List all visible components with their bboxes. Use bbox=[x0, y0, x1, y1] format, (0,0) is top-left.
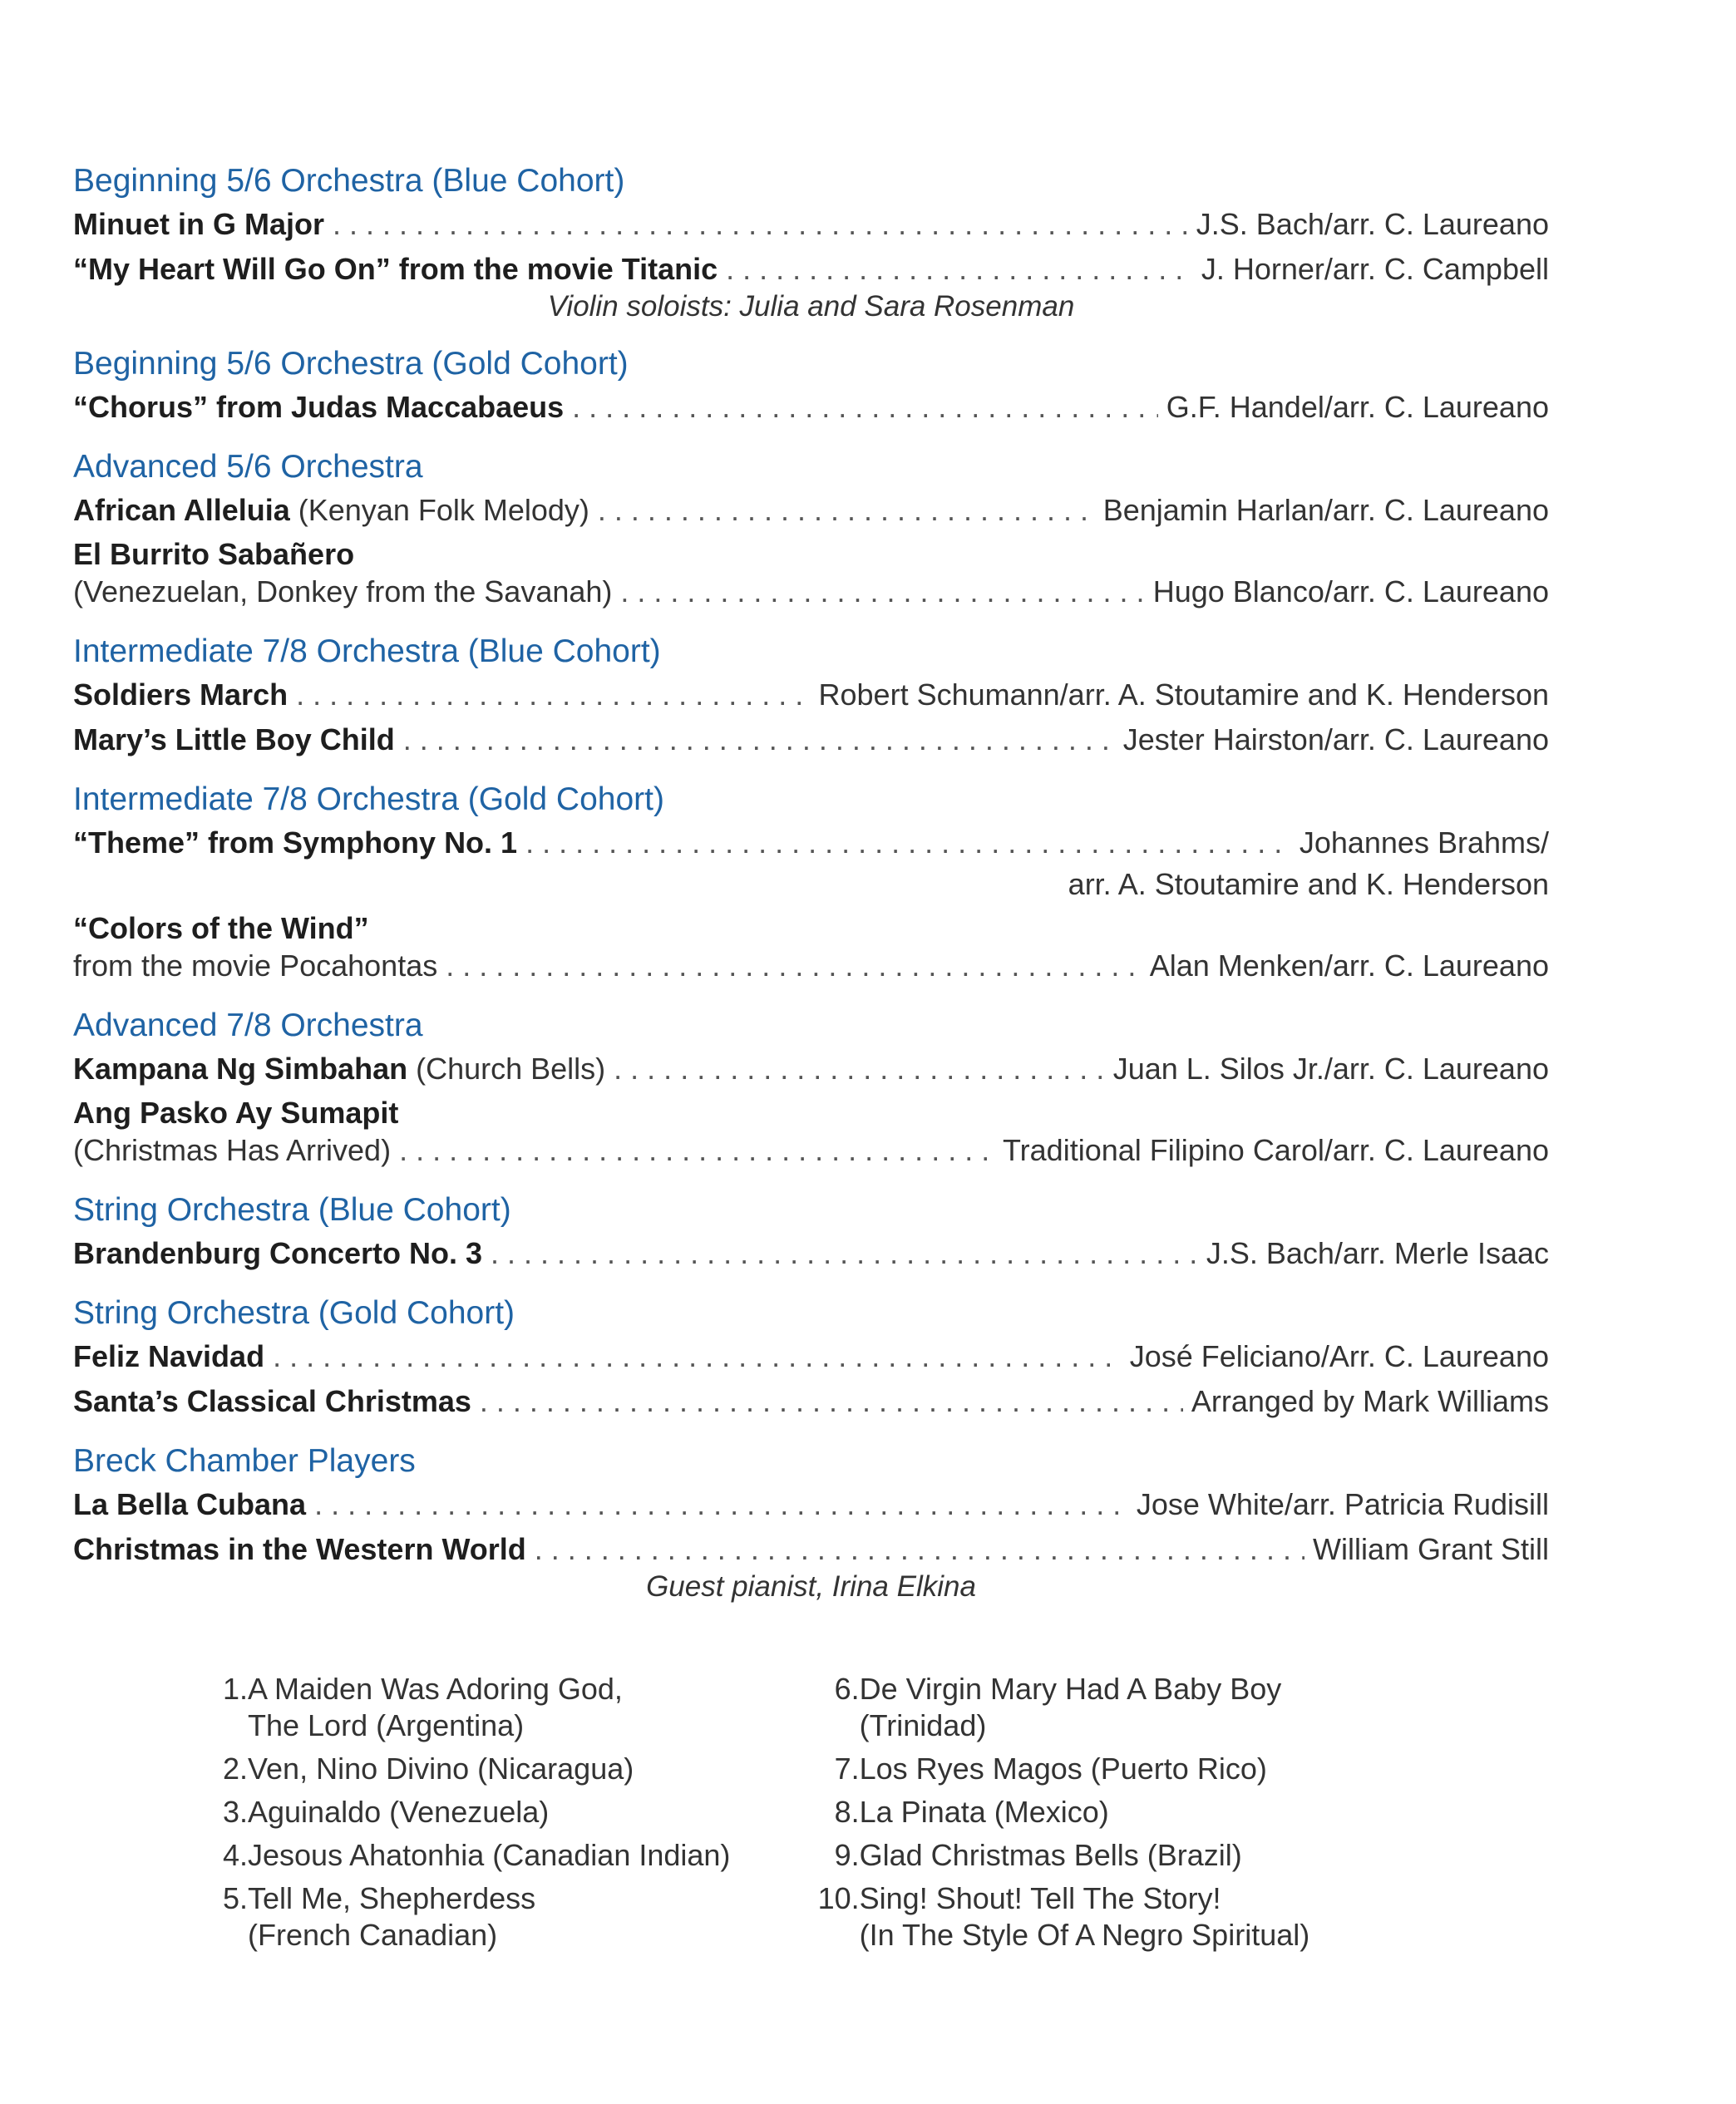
section-string-gold bbox=[73, 1294, 1549, 1421]
piece-row bbox=[73, 824, 1549, 862]
piece-row bbox=[73, 1234, 1549, 1273]
piece-title: Christmas in the Western World bbox=[73, 1532, 526, 1566]
list-item bbox=[223, 1880, 818, 1954]
list-item bbox=[818, 1794, 1387, 1831]
piece-composer: Johannes Brahms/ bbox=[1299, 825, 1549, 860]
section-heading: Intermediate 7/8 Orchestra (Blue Cohort) bbox=[73, 633, 661, 669]
item-text: A Maiden Was Adoring God, bbox=[248, 1672, 623, 1706]
list-item bbox=[818, 1837, 1387, 1874]
guest-note: Guest pianist, Irina Elkina bbox=[646, 1570, 976, 1603]
piece-title: Feliz Navidad bbox=[73, 1339, 265, 1373]
section-heading: Beginning 5/6 Orchestra (Gold Cohort) bbox=[73, 346, 629, 382]
section-heading: Breck Chamber Players bbox=[73, 1443, 416, 1479]
dot-leader bbox=[273, 1338, 1122, 1376]
dot-leader bbox=[525, 824, 1291, 862]
piece-row bbox=[73, 1131, 1549, 1170]
section-advanced-78 bbox=[73, 1007, 1549, 1170]
dot-leader bbox=[296, 676, 810, 714]
piece-composer: Hugo Blanco/arr. C. Laureano bbox=[1152, 574, 1549, 609]
piece-title: Ang Pasko Ay Sumapit bbox=[73, 1096, 399, 1130]
piece-composer: Arranged by Mark Williams bbox=[1191, 1384, 1549, 1418]
item-text: Aguinaldo (Venezuela) bbox=[248, 1795, 550, 1829]
dot-leader bbox=[491, 1234, 1198, 1273]
dot-leader bbox=[598, 491, 1095, 530]
item-text-cont: The Lord (Argentina) bbox=[248, 1708, 525, 1742]
dot-leader bbox=[314, 1486, 1128, 1524]
piece-title: Soldiers March bbox=[73, 678, 289, 712]
piece-composer: Benjamin Harlan/arr. C. Laureano bbox=[1102, 493, 1549, 527]
dot-leader bbox=[572, 388, 1158, 426]
piece-row bbox=[73, 1050, 1549, 1088]
piece-subtitle: (Christmas Has Arrived) bbox=[73, 1133, 392, 1167]
list-item bbox=[818, 1671, 1387, 1744]
piece-composer: G.F. Handel/arr. C. Laureano bbox=[1166, 390, 1549, 424]
section-heading: String Orchestra (Gold Cohort) bbox=[73, 1295, 515, 1331]
item-text: Tell Me, Shepherdess bbox=[248, 1881, 536, 1915]
piece-composer: Alan Menken/arr. C. Laureano bbox=[1149, 949, 1549, 983]
section-breck-chamber bbox=[73, 1442, 1549, 1604]
item-number: 4. bbox=[223, 1838, 249, 1872]
piece-composer: J.S. Bach/arr. Merle Isaac bbox=[1206, 1236, 1549, 1270]
list-item bbox=[818, 1751, 1387, 1787]
piece-row bbox=[73, 1382, 1549, 1421]
piece-row bbox=[73, 205, 1549, 244]
item-text: Jesous Ahatonhia (Canadian Indian) bbox=[248, 1838, 731, 1872]
dot-leader bbox=[726, 250, 1193, 288]
piece-row bbox=[73, 491, 1549, 530]
piece-title: Kampana Ng Simbahan bbox=[73, 1052, 408, 1086]
piece-composer: José Feliciano/Arr. C. Laureano bbox=[1129, 1339, 1549, 1373]
item-number: 2. bbox=[223, 1752, 249, 1786]
piece-title: Brandenburg Concerto No. 3 bbox=[73, 1236, 483, 1270]
piece-title: La Bella Cubana bbox=[73, 1487, 307, 1521]
item-number: 3. bbox=[223, 1795, 249, 1829]
piece-title: “Chorus” from Judas Maccabaeus bbox=[73, 390, 565, 424]
piece-composer-continued: arr. A. Stoutamire and K. Henderson bbox=[1068, 867, 1549, 901]
section-intermediate-78-gold bbox=[73, 781, 1549, 985]
piece-row bbox=[73, 721, 1549, 759]
medley-column-right bbox=[818, 1671, 1387, 1960]
piece-row bbox=[73, 947, 1549, 985]
item-text-cont: (Trinidad) bbox=[859, 1708, 987, 1742]
section-string-blue bbox=[73, 1191, 1549, 1273]
list-item bbox=[223, 1671, 818, 1744]
piece-composer: Robert Schumann/arr. A. Stoutamire and K. Henderson bbox=[818, 678, 1549, 712]
piece-composer: J. Horner/arr. C. Campbell bbox=[1201, 252, 1549, 286]
piece-subtitle: (Venezuelan, Donkey from the Savanah) bbox=[73, 574, 613, 609]
dot-leader bbox=[535, 1530, 1304, 1569]
dot-leader bbox=[480, 1382, 1183, 1421]
item-number: 7. bbox=[834, 1752, 860, 1786]
medley-column-left bbox=[223, 1671, 818, 1960]
piece-row bbox=[73, 388, 1549, 426]
item-number: 8. bbox=[834, 1795, 860, 1829]
piece-title: African Alleluia bbox=[73, 493, 290, 527]
piece-subtitle: (Kenyan Folk Melody) bbox=[298, 493, 589, 527]
piece-row bbox=[73, 676, 1549, 714]
piece-row bbox=[73, 1530, 1549, 1569]
section-intermediate-78-blue bbox=[73, 633, 1549, 759]
piece-title: “Colors of the Wind” bbox=[73, 911, 369, 945]
piece-title: El Burrito Sabañero bbox=[73, 537, 355, 571]
piece-row bbox=[73, 1486, 1549, 1524]
item-number: 5. bbox=[223, 1881, 249, 1915]
piece-composer: Traditional Filipino Carol/arr. C. Laureano bbox=[1003, 1133, 1549, 1167]
item-number: 10. bbox=[817, 1881, 860, 1915]
piece-composer: Jester Hairston/arr. C. Laureano bbox=[1122, 722, 1549, 756]
section-beginning-56-gold bbox=[73, 345, 1549, 426]
item-text: Los Ryes Magos (Puerto Rico) bbox=[859, 1752, 1267, 1786]
list-item bbox=[818, 1880, 1387, 1954]
medley-list bbox=[223, 1671, 1387, 1960]
item-number: 9. bbox=[834, 1838, 860, 1872]
piece-title: “My Heart Will Go On” from the movie Titanic bbox=[73, 252, 718, 286]
item-text: De Virgin Mary Had A Baby Boy bbox=[859, 1672, 1282, 1706]
dot-leader bbox=[614, 1050, 1105, 1088]
list-item bbox=[223, 1837, 818, 1874]
piece-subtitle: from the movie Pocahontas bbox=[73, 949, 438, 983]
item-text: Sing! Shout! Tell The Story! bbox=[859, 1881, 1221, 1915]
piece-row bbox=[73, 250, 1549, 288]
dot-leader bbox=[446, 947, 1141, 985]
piece-subtitle: (Church Bells) bbox=[416, 1052, 606, 1086]
section-beginning-56-blue bbox=[73, 162, 1549, 323]
piece-composer: William Grant Still bbox=[1312, 1532, 1549, 1566]
section-heading: Advanced 7/8 Orchestra bbox=[73, 1008, 423, 1043]
item-text-cont: (French Canadian) bbox=[248, 1918, 498, 1952]
section-heading: Advanced 5/6 Orchestra bbox=[73, 449, 423, 485]
dot-leader bbox=[333, 205, 1188, 244]
item-number: 1. bbox=[223, 1672, 249, 1706]
dot-leader bbox=[403, 721, 1115, 759]
list-item bbox=[223, 1751, 818, 1787]
piece-composer: Juan L. Silos Jr./arr. C. Laureano bbox=[1112, 1052, 1549, 1086]
item-text-cont: (In The Style Of A Negro Spiritual) bbox=[859, 1918, 1310, 1952]
item-number: 6. bbox=[834, 1672, 860, 1706]
piece-title: Santa’s Classical Christmas bbox=[73, 1384, 471, 1418]
item-text: Glad Christmas Bells (Brazil) bbox=[859, 1838, 1242, 1872]
soloist-note: Violin soloists: Julia and Sara Rosenman bbox=[547, 290, 1075, 323]
section-heading: String Orchestra (Blue Cohort) bbox=[73, 1192, 511, 1228]
piece-row bbox=[73, 573, 1549, 611]
piece-title: “Theme” from Symphony No. 1 bbox=[73, 825, 518, 860]
section-heading: Intermediate 7/8 Orchestra (Gold Cohort) bbox=[73, 781, 664, 817]
piece-composer: Jose White/arr. Patricia Rudisill bbox=[1136, 1487, 1549, 1521]
section-heading: Beginning 5/6 Orchestra (Blue Cohort) bbox=[73, 163, 625, 199]
piece-title: Minuet in G Major bbox=[73, 207, 324, 241]
section-advanced-56 bbox=[73, 448, 1549, 611]
piece-title: Mary’s Little Boy Child bbox=[73, 722, 395, 756]
program-listing bbox=[73, 162, 1549, 1625]
dot-leader bbox=[620, 573, 1144, 611]
piece-composer: J.S. Bach/arr. C. Laureano bbox=[1196, 207, 1549, 241]
piece-row bbox=[73, 1338, 1549, 1376]
item-text: La Pinata (Mexico) bbox=[859, 1795, 1109, 1829]
dot-leader bbox=[399, 1131, 994, 1170]
list-item bbox=[223, 1794, 818, 1831]
item-text: Ven, Nino Divino (Nicaragua) bbox=[248, 1752, 634, 1786]
